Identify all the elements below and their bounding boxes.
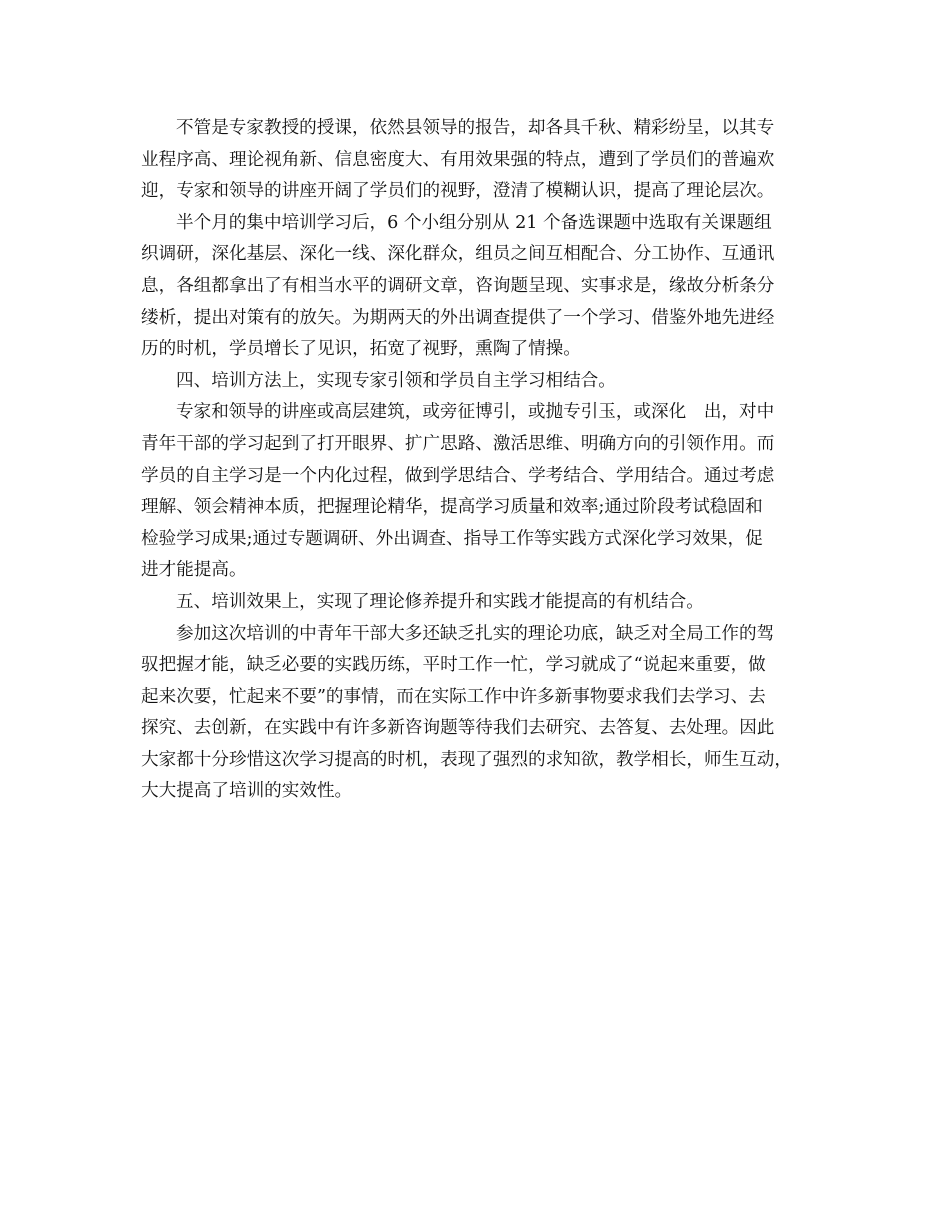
document-body xyxy=(141,113,813,808)
text-line: 驭把握才能，缺乏必要的实践历练，平时工作一忙，学习就成了“说起来重要，做 xyxy=(141,655,766,676)
text-line: 大大提高了培训的实效性。 xyxy=(141,781,353,802)
text-line: 息，各组都拿出了有相当水平的调研文章，咨询题呈现、实事求是，缘故分析条分 xyxy=(141,275,775,296)
text-line: 检验学习成果;通过专题调研、外出调查、指导工作等实践方式深化学习效果，促 xyxy=(141,528,763,549)
text-line: 织调研，深化基层、深化一线、深化群众，组员之间互相配合、分工协作、互通讯 xyxy=(141,244,775,265)
text-line: 缕析，提出对策有的放矢。为期两天的外出调查提供了一个学习、借鉴外地先进经 xyxy=(141,307,775,328)
text-line: 大家都十分珍惜这次学习提高的时机，表现了强烈的求知欲，教学相长，师生互动， xyxy=(141,749,792,770)
text-line: 半个月的集中培训学习后，6 个小组分别从 21 个备选课题中选取有关课题组 xyxy=(176,212,772,233)
text-line: 进才能提高。 xyxy=(141,560,247,581)
text-line: 参加这次培训的中青年干部大多还缺乏扎实的理论功底，缺乏对全局工作的驾 xyxy=(176,623,775,644)
text-line: 历的时机，学员增长了见识，拓宽了视野，熏陶了情操。 xyxy=(141,339,581,360)
text-line: 青年干部的学习起到了打开眼界、扩广思路、激活思维、明确方向的引领作用。而 xyxy=(141,433,775,454)
section-heading-five: 五、培训效果上，实现了理论修养提升和实践才能提高的有机结合。 xyxy=(176,591,704,612)
section-heading-four: 四、培训方法上，实现专家引领和学员自主学习相结合。 xyxy=(176,370,616,391)
text-line: 不管是专家教授的授课，依然县领导的报告，却各具千秋、精彩纷呈，以其专 xyxy=(176,118,775,138)
text-line: 迎，专家和领导的讲座开阔了学员们的视野，澄清了模糊认识，提高了理论层次。 xyxy=(141,181,775,202)
text-line: 专家和领导的讲座或高层建筑，或旁征博引，或抛专引玉，或深化 出，对中 xyxy=(176,402,775,423)
text-line: 理解、领会精神本质，把握理论精华，提高学习质量和效率;通过阶段考试稳固和 xyxy=(141,497,763,518)
text-line: 学员的自主学习是一个内化过程，做到学思结合、学考结合、学用结合。通过考虑 xyxy=(141,465,775,486)
text-line: 业程序高、理论视角新、信息密度大、有用效果强的特点，遭到了学员们的普遍欢 xyxy=(141,149,775,170)
text-line: 起来次要，忙起来不要”的事情，而在实际工作中许多新事物要求我们去学习、去 xyxy=(141,686,766,707)
text-line: 探究、去创新，在实践中有许多新咨询题等待我们去研究、去答复、去处理。因此 xyxy=(141,718,775,739)
